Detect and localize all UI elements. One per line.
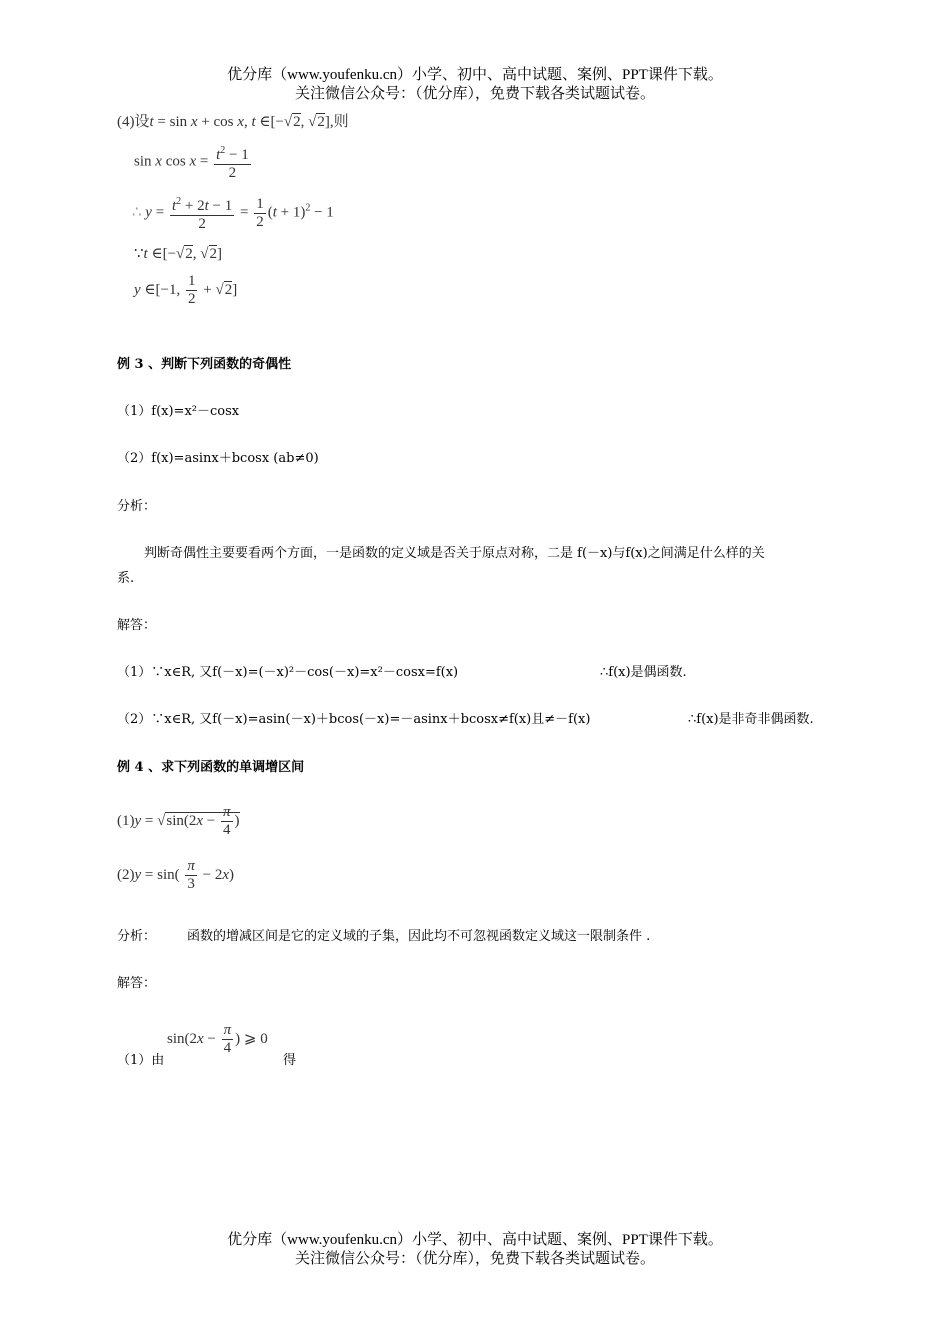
example-4-answer-1-prefix: （1）由 [117,1053,165,1068]
example-4-item-1-label: (1) [117,812,135,829]
example-3-answer-1-result: ∴f(x)是偶函数. [600,665,687,680]
part4-label: (4)设 [117,114,150,130]
example-4-analysis-text: 函数的增减区间是它的定义域的子集，因此均不可忽视函数定义域这一限制条件 . [187,929,651,944]
example-4-title: 例 4 、求下列函数的单调增区间 [117,760,305,775]
example-3-answer-2-result: ∴f(x)是非奇非偶函数. [688,712,814,727]
example-3-answer-1: （1）∵x∈R, 又f(－x)=(－x)²－cos(－x)=x²－cosx=f(x) [117,665,459,680]
example-3-analysis-label: 分析： [117,499,157,514]
example-3-answer-2: （2）∵x∈R, 又f(－x)=asin(－x)＋bcos(－x)=－asinx＋bcosx≠f(x)且≠－f(x) [117,712,591,727]
part4-line-3: ∴ y = $\frac{t^2 + 2t - 1}{2}$ = $\frac{1}{2}$ $(t + 1)^2 - 1$ [132,193,334,233]
example-4-answer-1-suffix: 得 [283,1053,297,1068]
footer-line-2: 关注微信公众号：（优分库），免费下载各类试题试卷。 [294,1251,655,1267]
part4-line-2: sin x cos x = $\frac{t^2 - 1}{2}$ [134,142,253,182]
example-3-title: 例 3 、判断下列函数的奇偶性 [117,357,292,372]
footer-line-1: 优分库（www.youfenku.cn）小学、初中、高中试题、案例、PPT课件下载。 [227,1232,723,1248]
example-4-item-2-label: (2) [117,866,135,883]
part4-line-1: (4)设t = sin x + cos x, t ∈[−√2, √2],则 [117,114,349,130]
therefore-symbol: ∴ [132,204,142,221]
header-line-2: 关注微信公众号：（优分库），免费下载各类试题试卷。 [294,86,655,102]
example-4-analysis-label: 分析： [117,929,157,944]
example-3-item-1: （1）f(x)=x²－cosx [117,404,240,419]
example-4-answer-label: 解答： [117,976,157,991]
part4-tail: ,则 [329,114,349,130]
example-4-answer-1-formula: sin(2x − $\frac{\pi}{4}$ ) ⩾ 0 [167,1022,268,1056]
example-4-item-2: (2)y = sin( $\frac{\pi}{3}$ − 2x) [117,858,235,892]
example-3-answer-label: 解答： [117,618,157,633]
part4-line-4: ∵t ∈[−√2, √2] [134,246,222,262]
example-3-analysis-line-1: 判断奇偶性主要要看两个方面，一是函数的定义域是否关于原点对称，二是 f(－x)与f(x)之间满足什么样的关 [144,546,765,561]
because-symbol: ∵ [134,246,144,262]
header-line-1: 优分库（www.youfenku.cn）小学、初中、高中试题、案例、PPT课件下载。 [227,67,723,83]
example-4-item-1: (1)y = √sin(2x − $\frac{\pi}{4}$ ) [117,804,240,838]
part4-line-5: y ∈[−1, $\frac{1}{2}$ + √2] [134,273,238,307]
example-3-item-2: （2）f(x)=asinx＋bcosx (ab≠0) [117,451,319,466]
example-3-analysis-line-2: 系. [117,571,135,586]
